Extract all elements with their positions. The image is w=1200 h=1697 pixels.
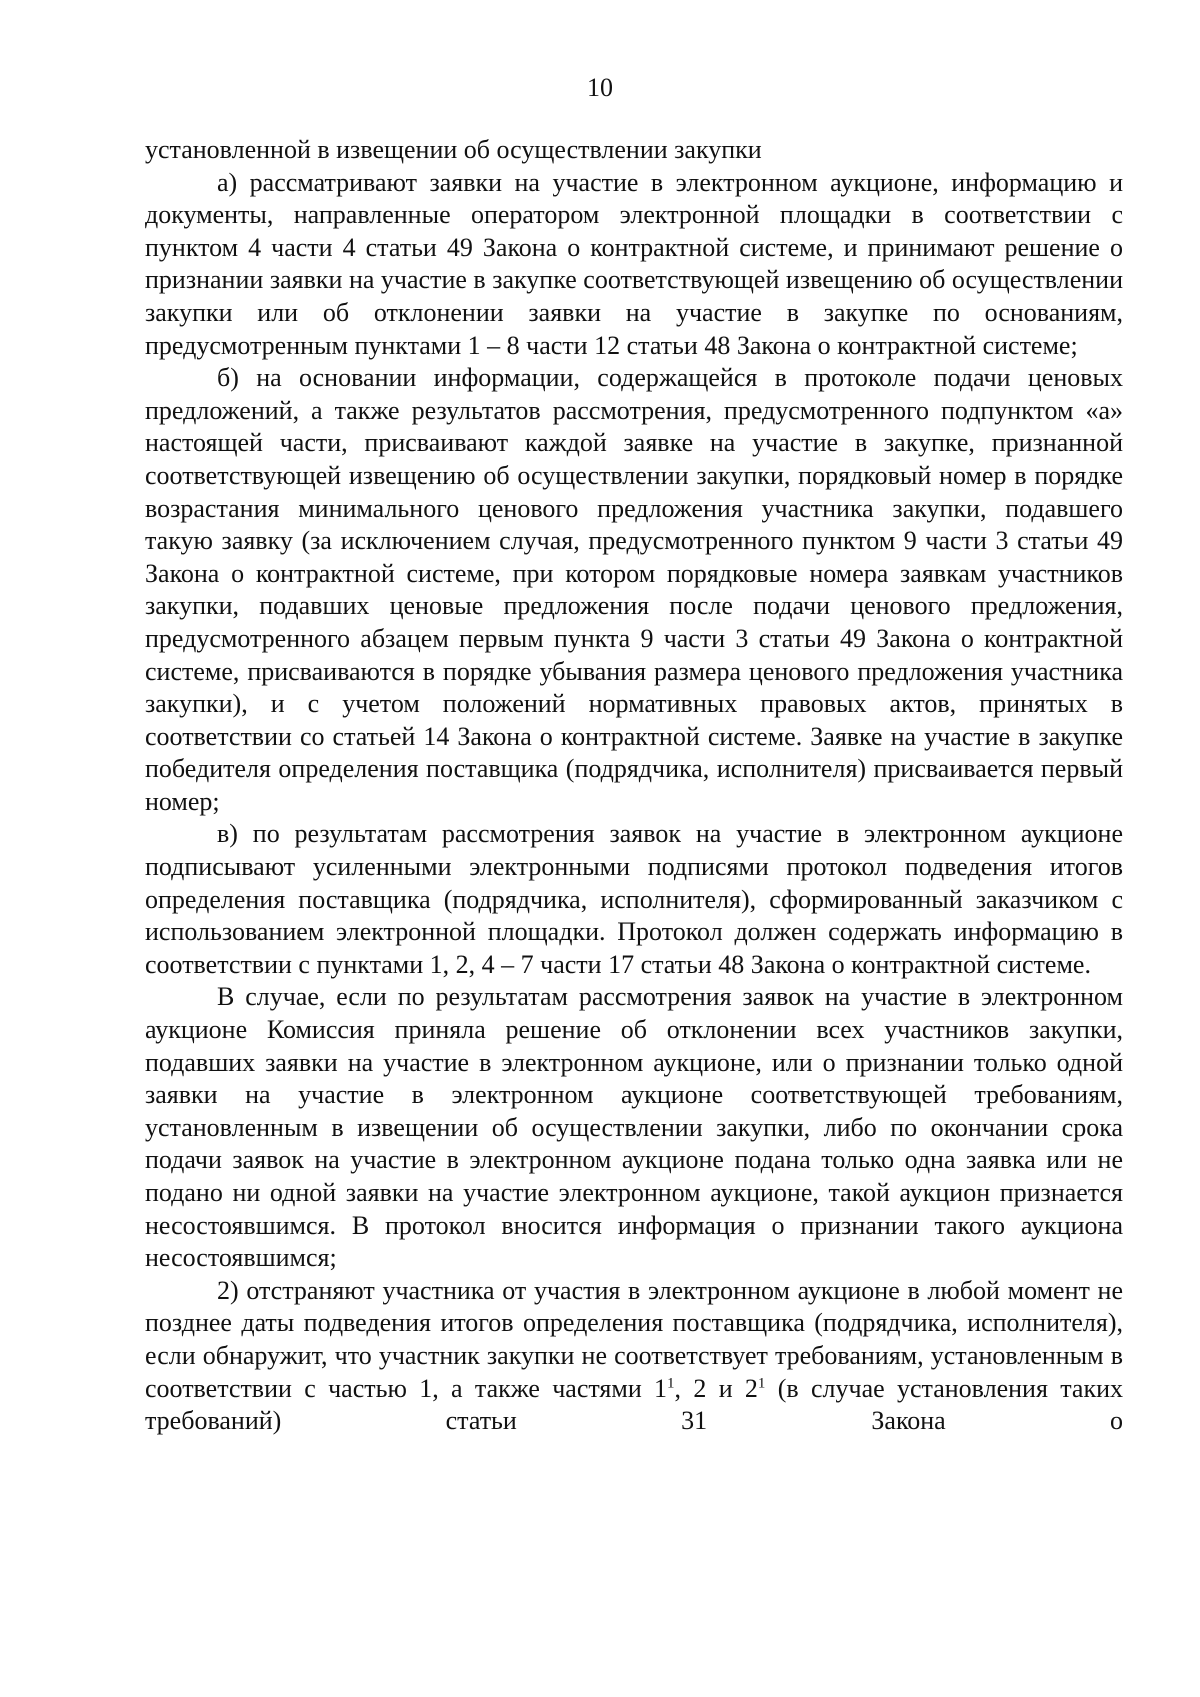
superscript-2: 1 <box>757 1374 766 1391</box>
page-number: 10 <box>587 73 613 102</box>
item-2-text-start: 2) отстраняют участника от участия в электронном аукционе в любой момент не позднее даты подведения итогов определения поставщика (подрядчика, исполнителя), если обнаружит, что участник закупки не соответствует требованиям, установленным в соответствии с частью 1, а также частями 1 <box>145 1275 1123 1403</box>
paragraph-subitem-a: а) рассматривают заявки на участие в электронном аукционе, информацию и документы, направленные оператором электронной площадки в соответствии с пунктом 4 части 4 статьи 49 Закона о контрактной системе, и принимают решение о признании заявки на участие в закупке соответствующей извещению об осуществлении закупки или об отклонении заявки на участие в закупке по основаниям, предусмотренным пунктами 1 – 8 части 12 статьи 48 Закона о контрактной системе; <box>145 167 1123 360</box>
paragraph-subitem-v: в) по результатам рассмотрения заявок на участие в электронном аукционе подписывают усиленными электронными подписями протокол подведения итогов определения поставщика (подрядчика, исполнителя), сформированный заказчиком с использованием электронной площадки. Протокол должен содержать информацию в соответствии с пунктами 1, 2, 4 – 7 части 17 статьи 48 Закона о контрактной системе. <box>145 819 1123 979</box>
item-2-text-end: (в случае установления таких требований) статьи 31 Закона о <box>145 1373 1123 1436</box>
continuation-line: установленной в извещении об осуществлении закупки <box>145 135 762 164</box>
document-body <box>145 134 1123 1438</box>
item-2-text-middle: , 2 и 2 <box>674 1373 758 1403</box>
superscript-1: 1 <box>667 1374 675 1391</box>
paragraph-subitem-b: б) на основании информации, содержащейся в протоколе подачи ценовых предложений, а также результатов рассмотрения, предусмотренного подпунктом «а» настоящей части, присваивают каждой заявке на участие в закупке, признанной соответствующей извещению об осуществлении закупки, порядковый номер в порядке возрастания минимального ценового предложения участника закупки, подавшего такую заявку (за исключением случая, предусмотренного пунктом 9 части 3 статьи 49 Закона о контрактной системе, при котором порядковые номера заявкам участников закупки, подавших ценовые предложения после подачи ценового предложения, предусмотренного абзацем первым пункта 9 части 3 статьи 49 Закона о контрактной системе, присваиваются в порядке убывания размера ценового предложения участника закупки), и с учетом положений нормативных правовых актов, принятых в соответствии со статьей 14 Закона о контрактной системе. Заявке на участие в закупке победителя определения поставщика (подрядчика, исполнителя) присваивается первый номер; <box>145 363 1123 816</box>
paragraph-failed-auction: В случае, если по результатам рассмотрения заявок на участие в электронном аукционе Комиссия приняла решение об отклонении всех участников закупки, подавших заявки на участие в электронном аукционе, или о признании только одной заявки на участие в электронном аукционе соответствующей требованиям, установленным в извещении об осуществлении закупки, либо по окончании срока подачи заявок на участие в электронном аукционе подана только одна заявка или не подано ни одной заявки на участие электронном аукционе, такой аукцион признается несостоявшимся. В протокол вносится информация о признании такого аукциона несостоявшимся; <box>145 982 1123 1273</box>
paragraph-item-2 <box>145 1275 1123 1438</box>
